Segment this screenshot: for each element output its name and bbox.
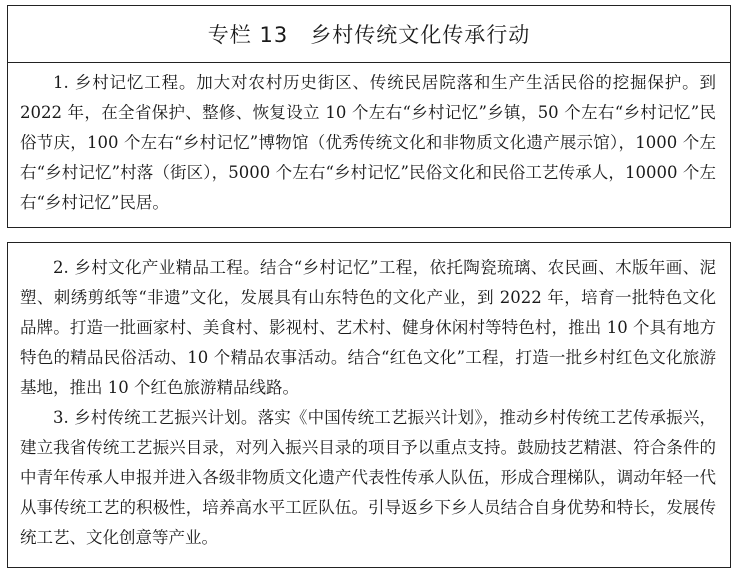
column-header [8, 6, 730, 63]
item-traditional-craft: 3. 乡村传统工艺振兴计划。落实《中国传统工艺振兴计划》，推动乡村传统工艺传承振兴，建立我省传统工艺振兴目录，对列入振兴目录的项目予以重点支持。鼓励技艺精湛、符合条件的中青年传承人申报并进入各级非物质文化遗产代表性传承人队伍，形成合理梯队，调动年轻一代从事传统工艺的积极性，培养高水平工匠队伍。引导返乡下乡人员结合自身优势和特长，发展传统工艺、文化创意等产业。 [20, 408, 716, 547]
column-title: 乡村传统文化传承行动 [310, 23, 531, 47]
column-label: 专栏 13 [207, 23, 289, 47]
item-rural-memory: 1. 乡村记忆工程。加大对农村历史街区、传统民居院落和生产生活民俗的挖掘保护。到 2022 年，在全省保护、整修、恢复设立 10 个左右“乡村记忆”乡镇，50 个左右“乡村记忆”民俗节庆，100 个左右“乡村记忆”博物馆（优秀传统文化和非物质文化遗产展示馆），1000 个左右“乡村记忆”村落（街区），5000 个左右“乡村记忆”民俗文化和民俗工艺传承人，10000 个左右“乡村记忆”民居。 [20, 73, 716, 212]
item-cultural-industry: 2. 乡村文化产业精品工程。结合“乡村记忆”工程，依托陶瓷琉璃、农民画、木版年画、泥塑、刺绣剪纸等“非遗”文化，发展具有山东特色的文化产业，到 2022 年，培育一批特色文化品牌。打造一批画家村、美食村、影视村、艺术村、健身休闲村等特色村，推出 10 个具有地方特色的精品民俗活动、10 个精品农事活动。结合“红色文化”工程，打造一批乡村红色文化旅游基地，推出 10 个红色旅游精品线路。 [20, 258, 716, 397]
column-box-bottom [7, 242, 731, 568]
column-box-top [7, 5, 731, 228]
